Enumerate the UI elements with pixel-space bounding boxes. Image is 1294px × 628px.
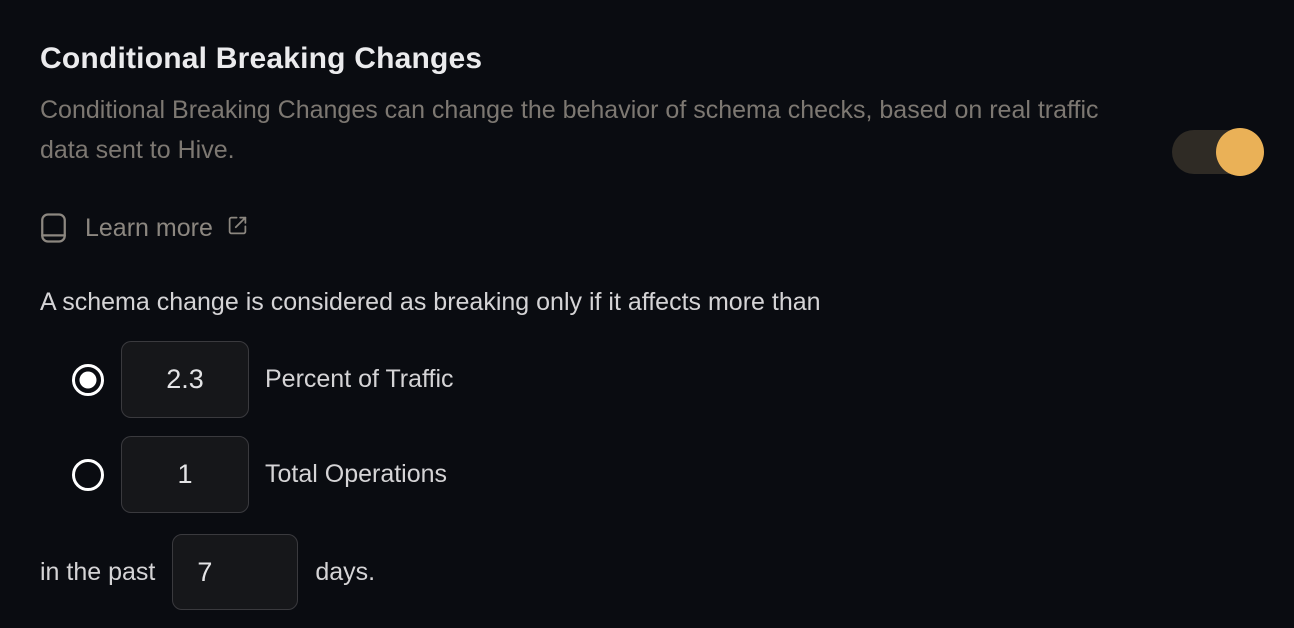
criteria-intro-text: A schema change is considered as breaking only if it affects more than xyxy=(40,288,821,316)
percent-of-traffic-label: Percent of Traffic xyxy=(265,365,454,393)
total-operations-label: Total Operations xyxy=(265,460,448,488)
percent-of-traffic-radio[interactable] xyxy=(72,364,104,396)
percent-of-traffic-input[interactable] xyxy=(121,341,249,418)
toggle-knob xyxy=(1216,128,1264,176)
conditional-breaking-changes-toggle[interactable] xyxy=(1172,128,1264,176)
period-days-input[interactable] xyxy=(172,534,298,610)
book-icon xyxy=(40,212,67,244)
page-title: Conditional Breaking Changes xyxy=(40,42,483,75)
total-operations-radio[interactable] xyxy=(72,459,104,491)
page-description: Conditional Breaking Changes can change the behavior of schema checks, based on real traffic data sent to Hive. xyxy=(40,96,1099,164)
period-prefix-text: in the past xyxy=(40,557,156,586)
total-operations-row xyxy=(72,436,1254,513)
total-operations-input[interactable] xyxy=(121,436,249,513)
learn-more-label: Learn more xyxy=(85,213,213,242)
external-link-icon xyxy=(227,215,248,236)
period-row xyxy=(40,534,1254,610)
period-suffix-text: days. xyxy=(315,557,376,586)
percent-of-traffic-row xyxy=(72,341,1254,418)
learn-more-link[interactable] xyxy=(40,212,248,244)
